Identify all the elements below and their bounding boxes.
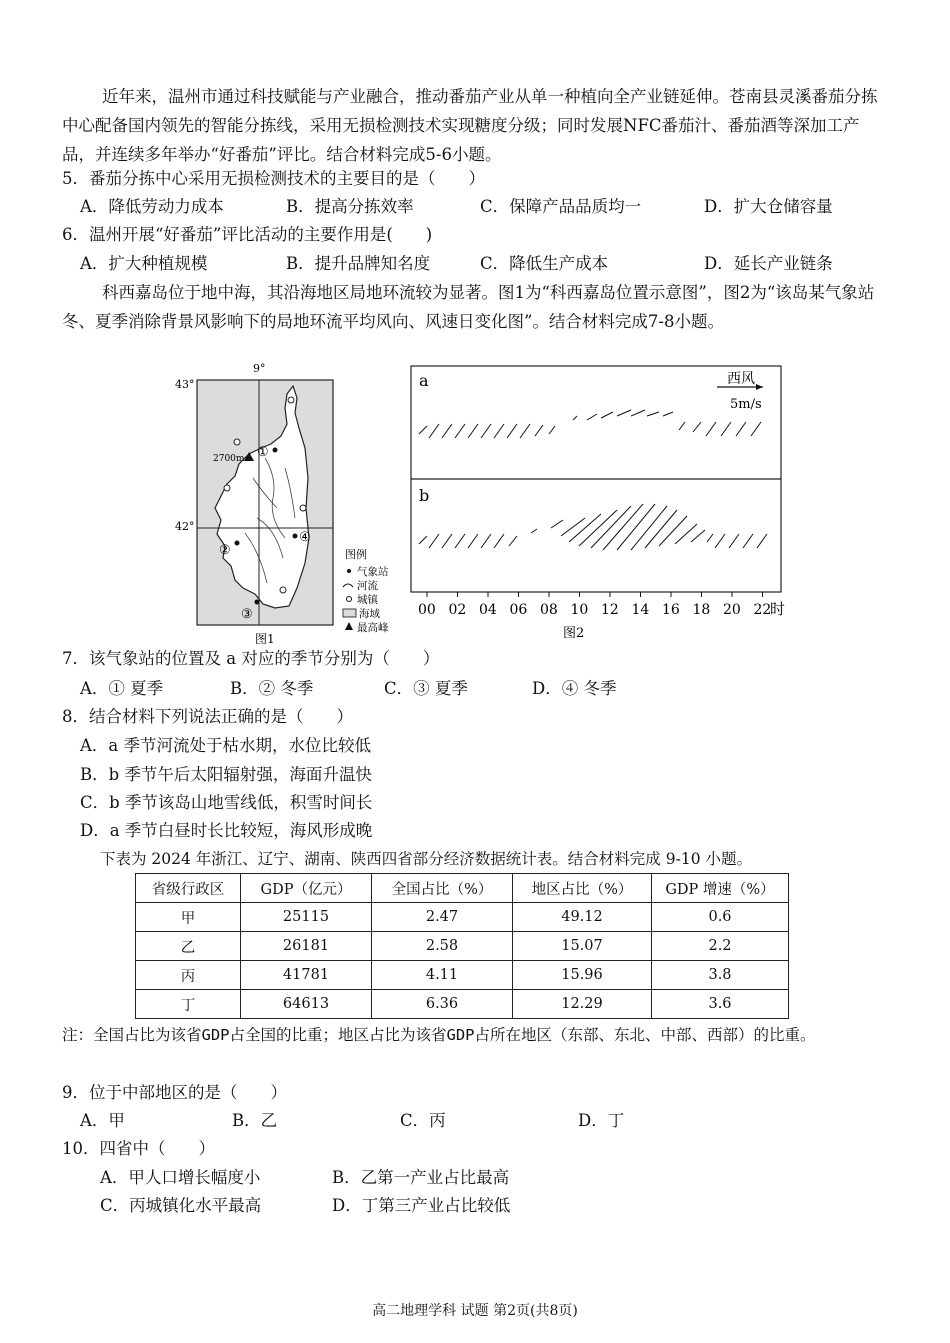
marker-1: ① — [257, 445, 269, 460]
map-figure — [175, 362, 389, 646]
q10-option-d: D．丁第三产业占比较低 — [332, 1196, 511, 1215]
q9-option-d: D．丁 — [578, 1111, 625, 1130]
q9-option-c: C．丙 — [400, 1111, 446, 1130]
q6-stem: 6．温州开展“好番茄”评比活动的主要作用是( ) — [62, 225, 433, 244]
hour-tick-label: 06 — [509, 602, 528, 618]
hour-unit: 时 — [770, 600, 786, 618]
station-dot — [293, 534, 298, 539]
table-cell: 4.11 — [372, 961, 513, 990]
lat-top-label: 43° — [175, 378, 195, 391]
hour-tick-label: 22 — [753, 602, 772, 618]
table-row — [136, 903, 789, 932]
marker-3: ③ — [241, 607, 253, 622]
hour-tick-label: 04 — [479, 602, 497, 618]
table-cell: 15.96 — [513, 961, 652, 990]
panel-b-label: b — [419, 486, 430, 505]
q8-option-b: B．b 季节午后太阳辐射强，海面升温快 — [80, 765, 372, 784]
economic-data-table — [135, 873, 789, 1019]
hour-tick-label: 20 — [723, 602, 741, 618]
table-note: 注：全国占比为该省GDP占全国的比重；地区占比为该省GDP占所在地区（东部、东北、中部、西部）的比重。 — [62, 1026, 816, 1044]
table-cell: 12.29 — [513, 990, 652, 1019]
station-dot — [255, 600, 260, 605]
table-header: 地区占比（%） — [513, 874, 652, 903]
table-header: GDP（亿元） — [241, 874, 372, 903]
speed-scale-label: 5m/s — [730, 397, 762, 412]
hour-tick-label: 18 — [692, 602, 711, 618]
q8-option-c: C．b 季节该岛山地雪线低，积雪时间长 — [80, 793, 373, 812]
table-cell: 26181 — [241, 932, 372, 961]
q7-option-d: D．④ 冬季 — [532, 679, 617, 698]
q10-option-a: A．甲人口增长幅度小 — [100, 1168, 261, 1187]
town-icon — [224, 485, 230, 491]
table-header: 省级行政区 — [136, 874, 241, 903]
hour-tick-label: 00 — [418, 602, 436, 618]
hour-tick-label: 02 — [448, 602, 467, 618]
q10-option-b: B．乙第一产业占比最高 — [332, 1168, 510, 1187]
legend-town: 城镇 — [357, 594, 378, 606]
lon-label: 9° — [253, 362, 266, 375]
wind-figure — [411, 366, 785, 641]
q6-option-a: A．扩大种植规模 — [80, 254, 208, 273]
table-cell: 25115 — [241, 903, 372, 932]
fig1-caption: 图1 — [255, 632, 275, 646]
q7-option-b: B．② 冬季 — [230, 679, 314, 698]
table-cell: 丙 — [136, 961, 241, 990]
peak-label: 2700m — [213, 454, 245, 464]
table-cell: 0.6 — [652, 903, 789, 932]
table-row — [136, 932, 789, 961]
station-dot — [273, 448, 278, 453]
legend-station-icon — [347, 569, 351, 573]
fig2-caption: 图2 — [563, 626, 585, 641]
marker-4: ④ — [299, 530, 311, 545]
legend-title: 图例 — [345, 548, 367, 561]
q5-option-d: D．扩大仓储容量 — [704, 197, 833, 216]
table-cell: 乙 — [136, 932, 241, 961]
intro-table: 下表为 2024 年浙江、辽宁、湖南、陕西四省部分经济数据统计表。结合材料完成 9-10 小题。 — [100, 850, 752, 868]
q5-option-b: B．提高分拣效率 — [286, 197, 414, 216]
table-cell: 15.07 — [513, 932, 652, 961]
legend-station: 气象站 — [357, 566, 389, 578]
station-dot — [235, 541, 240, 546]
page-footer: 高二地理学科 试题 第2页(共8页) — [372, 1303, 578, 1319]
q6-option-d: D．延长产业链条 — [704, 254, 833, 273]
q8-option-d: D．a 季节白昼时长比较短，海风形成晚 — [80, 821, 373, 840]
q9-option-b: B．乙 — [232, 1111, 278, 1130]
table-cell: 2.2 — [652, 932, 789, 961]
legend-river: 河流 — [357, 580, 378, 592]
table-cell: 41781 — [241, 961, 372, 990]
table-cell: 甲 — [136, 903, 241, 932]
table-cell: 3.8 — [652, 961, 789, 990]
q6-option-b: B．提升品牌知名度 — [286, 254, 431, 273]
town-icon — [234, 439, 240, 445]
q5-option-a: A．降低劳动力成本 — [80, 197, 224, 216]
table-row — [136, 961, 789, 990]
hour-tick-label: 12 — [601, 602, 619, 618]
hour-tick-label: 14 — [631, 602, 650, 618]
marker-2: ② — [219, 543, 231, 558]
legend-sea-icon — [343, 609, 356, 617]
legend-peak-icon — [345, 622, 353, 630]
table-cell: 64613 — [241, 990, 372, 1019]
table-cell: 2.47 — [372, 903, 513, 932]
intro-corsica: 科西嘉岛位于地中海，其沿海地区局地环流较为显著。图1为“科西嘉岛位置示意图”，图2为“该岛某气象站冬、夏季消除背景风影响下的局地环流平均风向、风速日变化图”。结合材料完成7-8小题。 — [62, 283, 875, 331]
table-cell: 49.12 — [513, 903, 652, 932]
intro-tomato: 近年来，温州市通过科技赋能与产业融合，推动番茄产业从单一种植向全产业链延伸。苍南县灵溪番茄分拣中心配备国内领先的智能分拣线，采用无损检测技术实现糖度分级；同时发展NFC番茄汁、番茄酒等深加工产品，并连续多年举办“好番茄”评比。结合材料完成5-6小题。 — [62, 87, 878, 164]
town-icon — [288, 397, 294, 403]
table-cell: 丁 — [136, 990, 241, 1019]
q6-option-c: C．降低生产成本 — [480, 254, 609, 273]
q5-option-c: C．保障产品品质均一 — [480, 197, 642, 216]
time-axis — [418, 592, 771, 618]
town-icon — [300, 505, 306, 511]
q7-stem: 7．该气象站的位置及 a 对应的季节分别为（ ） — [62, 649, 440, 668]
q10-option-c: C．丙城镇化水平最高 — [100, 1196, 262, 1215]
legend-town-icon — [347, 597, 352, 602]
table-header: 全国占比（%） — [372, 874, 513, 903]
legend-river-icon — [343, 584, 353, 587]
town-icon — [280, 587, 286, 593]
q9-option-a: A．甲 — [80, 1111, 125, 1130]
q8-stem: 8．结合材料下列说法正确的是（ ） — [62, 707, 353, 726]
figure-area — [165, 358, 795, 653]
wind-direction-label: 西风 — [727, 371, 755, 387]
hour-tick-label: 10 — [570, 602, 589, 618]
q9-stem: 9．位于中部地区的是（ ） — [62, 1083, 287, 1102]
table-header: GDP 增速（%） — [652, 874, 789, 903]
q7-option-a: A．① 夏季 — [80, 679, 164, 698]
q5-stem: 5．番茄分拣中心采用无损检测技术的主要目的是（ ） — [62, 169, 485, 188]
hour-tick-label: 16 — [662, 602, 680, 618]
q7-option-c: C．③ 夏季 — [384, 679, 468, 698]
hour-tick-label: 08 — [540, 602, 558, 618]
table-row — [136, 990, 789, 1019]
table-header-row — [136, 874, 789, 903]
table-cell: 2.58 — [372, 932, 513, 961]
lat-mid-label: 42° — [175, 520, 195, 533]
q10-stem: 10．四省中（ ） — [62, 1139, 215, 1158]
figures-svg — [165, 358, 795, 653]
legend-peak: 最高峰 — [357, 622, 389, 634]
table-cell: 6.36 — [372, 990, 513, 1019]
q8-option-a: A．a 季节河流处于枯水期，水位比较低 — [80, 736, 371, 755]
table-cell: 3.6 — [652, 990, 789, 1019]
panel-a-label: a — [419, 371, 429, 390]
legend-sea: 海域 — [359, 608, 380, 620]
